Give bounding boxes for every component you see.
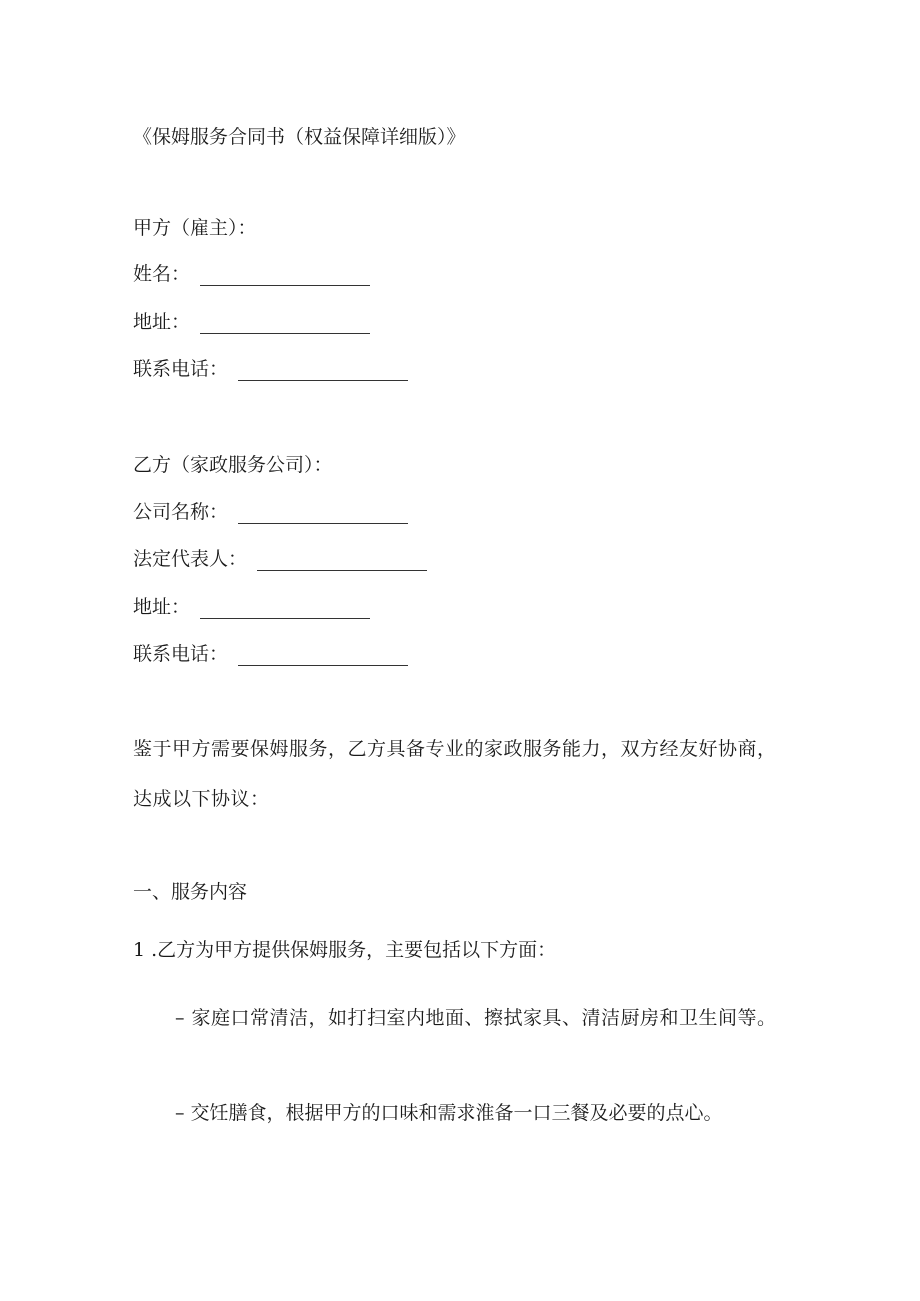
party-a-address-label: 地址： [133,311,191,333]
section-1-bullet-1: – 家庭口常清洁，如打扫室内地面、擦拭家具、清洁厨房和卫生间等。 [175,1007,777,1029]
party-b-rep-row [133,547,427,571]
party-a-phone-row [133,357,408,381]
party-a-name-blank [200,266,370,286]
party-a-name-label: 姓名： [133,263,191,285]
party-a-phone-label: 联系电话： [133,358,229,380]
party-a-phone-blank [238,361,408,381]
party-a-name-row [133,262,370,286]
party-b-rep-blank [257,551,427,571]
section-1-item-1: 1 .乙方为甲方提供保姆服务，主要包括以下方面： [133,939,557,961]
party-a-address-row [133,310,370,334]
party-b-phone-blank [238,646,408,666]
section-1-heading: 一、服务内容 [133,881,248,903]
party-b-address-blank [200,599,370,619]
party-b-phone-label: 联系电话： [133,643,229,665]
party-b-company-label: 公司名称： [133,501,229,523]
document-title: 《保姆服务合同书（权益保障详细版）》 [133,126,466,148]
party-a-heading: 甲方（雇主）： [133,217,257,239]
party-b-phone-row [133,642,408,666]
party-b-rep-label: 法定代表人： [133,548,248,570]
party-b-heading: 乙方（家政服务公司）： [133,454,333,476]
preamble-paragraph: 鉴于甲方需要保姆服务，乙方具备专业的家政服务能力，双方经友好协商，达成以下协议： [133,738,777,810]
section-1-bullet-2: – 交饪膳食，根据甲方的口味和需求淮备一口三餐及必要的点心。 [175,1102,723,1124]
party-b-company-blank [238,504,408,524]
party-b-address-label: 地址： [133,596,191,618]
party-b-company-row [133,500,408,524]
party-a-address-blank [200,314,370,334]
party-b-address-row [133,595,370,619]
